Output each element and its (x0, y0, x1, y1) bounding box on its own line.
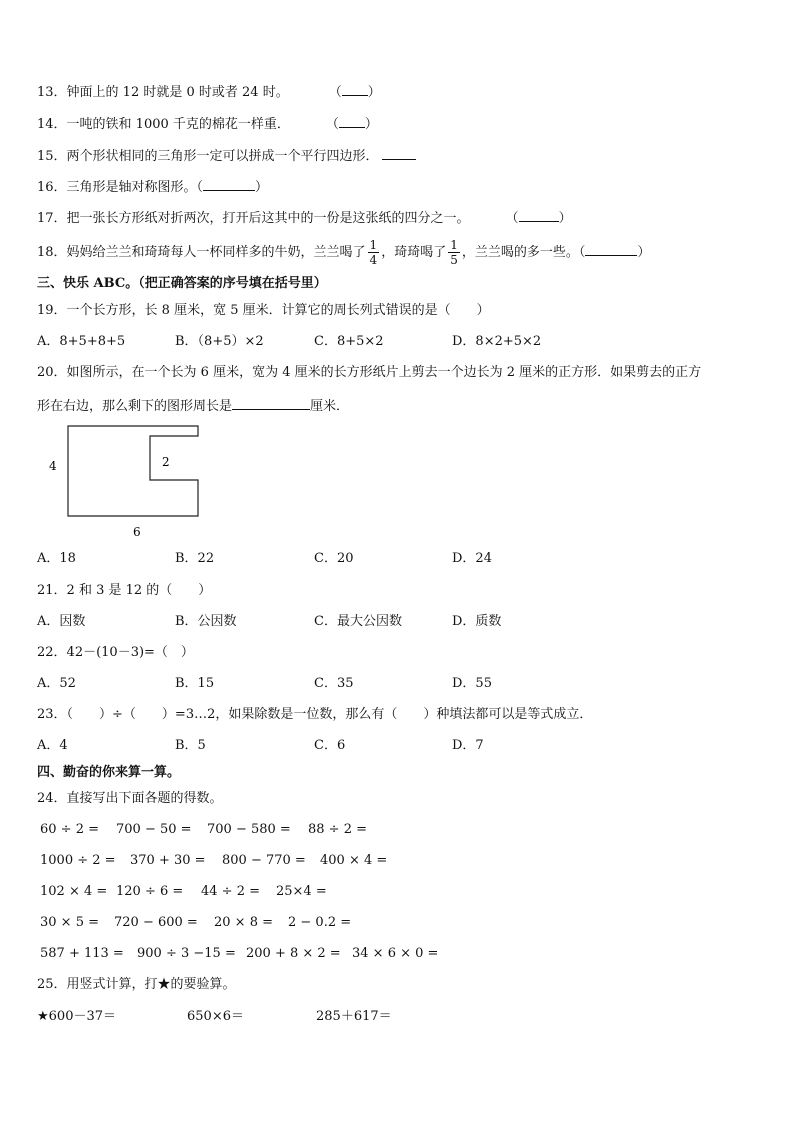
answer-blank[interactable] (339, 114, 365, 128)
figure-label-length: 6 (133, 525, 141, 539)
fraction-one-fifth: $\frac{1}{5}$ (450, 238, 458, 267)
question-22: 22．42－(10－3)=（ ） (37, 645, 194, 660)
q22-option-a[interactable]: A．52 (37, 676, 76, 691)
vertical-calc-item: 285＋617＝ (316, 1009, 392, 1024)
calc-item: 200 + 8 × 2 = (246, 946, 341, 961)
answer-blank[interactable] (519, 208, 559, 222)
q22-option-d[interactable]: D．55 (452, 676, 492, 691)
q21-option-c[interactable]: C．最大公因数 (314, 614, 402, 629)
figure-label-width: 4 (49, 459, 57, 473)
answer-blank[interactable] (203, 177, 255, 191)
q23-option-a[interactable]: A．4 (37, 738, 68, 753)
question-20-line2: 形在右边，那么剩下的图形周长是 厘米． (37, 396, 349, 416)
question-24: 24．直接写出下面各题的得数。 (37, 791, 223, 806)
calc-item: 60 ÷ 2 = (40, 822, 99, 837)
calc-item: 2 − 0.2 = (288, 915, 352, 930)
question-text: 17．把一张长方形纸对折两次，打开后这其中的一份是这张纸的四分之一。 (37, 211, 470, 226)
question-text: 16．三角形是轴对称图形。（ (37, 180, 204, 195)
calc-item: 370 + 30 = (130, 853, 206, 868)
q20-option-a[interactable]: A．18 (37, 551, 76, 566)
calc-item: 88 ÷ 2 = (308, 822, 367, 837)
q19-option-b[interactable]: B．（8+5）×2 (175, 334, 264, 349)
calc-item: 120 ÷ 6 = (116, 884, 184, 899)
question-15 (37, 146, 416, 166)
calc-item: 720 − 600 = (114, 915, 198, 930)
question-16: 16．三角形是轴对称图形。（ ） (37, 177, 268, 197)
q21-option-d[interactable]: D．质数 (452, 614, 502, 629)
calc-item: 800 − 770 = (222, 853, 306, 868)
section-heading-4: 四、勤奋的你来算一算。 (37, 765, 181, 780)
answer-blank[interactable] (585, 242, 637, 256)
calc-item: 1000 ÷ 2 = (40, 853, 116, 868)
q19-option-d[interactable]: D．8×2+5×2 (452, 334, 542, 349)
fraction-one-quarter: $\frac{1}{4}$ (369, 238, 378, 267)
answer-blank[interactable] (342, 82, 368, 96)
q23-option-c[interactable]: C．6 (314, 738, 346, 753)
question-19: 19．一个长方形，长 8 厘米，宽 5 厘米．计算它的周长列式错误的是（ ） (37, 303, 490, 318)
calc-item: 44 ÷ 2 = (201, 884, 260, 899)
vertical-calc-item: 650×6＝ (187, 1009, 244, 1024)
question-25: 25．用竖式计算，打★的要验算。 (37, 977, 236, 992)
calc-item: 102 × 4 = (40, 884, 108, 899)
calc-item: 25×4 = (276, 884, 327, 899)
question-13: 13．钟面上的 12 时就是 0 时或者 24 时。 （ ） (37, 82, 381, 102)
q20-option-d[interactable]: D．24 (452, 551, 492, 566)
calc-item: 20 × 8 = (214, 915, 273, 930)
calc-item: 700 − 580 = (207, 822, 291, 837)
question-17: 17．把一张长方形纸对折两次，打开后这其中的一份是这张纸的四分之一。 （ ） (37, 208, 572, 228)
section-heading-3: 三、快乐 ABC。（把正确答案的序号填在括号里） (37, 276, 327, 291)
rectangle-cut-figure (40, 420, 220, 548)
calc-item: 700 − 50 = (116, 822, 192, 837)
question-text: 14．一吨的铁和 1000 千克的棉花一样重． (37, 117, 290, 132)
q19-option-a[interactable]: A．8+5+8+5 (37, 334, 126, 349)
question-20-line1: 20．如图所示，在一个长为 6 厘米，宽为 4 厘米的长方形纸片上剪去一个边长为 2 厘米的正方形．如果剪去的正方 (37, 365, 702, 380)
calc-item: 30 × 5 = (40, 915, 99, 930)
answer-blank[interactable] (382, 146, 416, 160)
vertical-calc-item: ★600－37＝ (37, 1009, 117, 1024)
figure-label-square: 2 (162, 455, 170, 469)
answer-blank[interactable] (232, 396, 310, 410)
q21-option-a[interactable]: A．因数 (37, 614, 86, 629)
q20-option-c[interactable]: C．20 (314, 551, 354, 566)
calc-item: 400 × 4 = (320, 853, 388, 868)
q22-option-b[interactable]: B．15 (175, 676, 215, 691)
q23-option-b[interactable]: B．5 (175, 738, 206, 753)
q23-option-d[interactable]: D．7 (452, 738, 484, 753)
q19-option-c[interactable]: C．8+5×2 (314, 334, 384, 349)
calc-item: 34 × 6 × 0 = (352, 946, 439, 961)
question-18: 18．妈妈给兰兰和琦琦每人一杯同样多的牛奶，兰兰喝了 $\frac{1}{4}$ ，琦琦喝了 $\frac{1}{5}$ ，兰兰喝的多一些。（ ） (37, 238, 651, 267)
q20-option-b[interactable]: B．22 (175, 551, 215, 566)
question-14: 14．一吨的铁和 1000 千克的棉花一样重． （ ） (37, 114, 378, 134)
figure-outline (68, 426, 198, 516)
calc-item: 900 ÷ 3 −15 = (137, 946, 236, 961)
question-23: 23．（ ）÷（ ）=3…2，如果除数是一位数，那么有（ ）种填法都可以是等式成立． (37, 707, 593, 722)
question-text: 15．两个形状相同的三角形一定可以拼成一个平行四边形． (37, 149, 379, 164)
question-text: 13．钟面上的 12 时就是 0 时或者 24 时。 (37, 85, 289, 100)
q22-option-c[interactable]: C．35 (314, 676, 354, 691)
calc-item: 587 + 113 = (40, 946, 124, 961)
question-21: 21．2 和 3 是 12 的（ ） (37, 583, 212, 598)
q21-option-b[interactable]: B．公因数 (175, 614, 237, 629)
